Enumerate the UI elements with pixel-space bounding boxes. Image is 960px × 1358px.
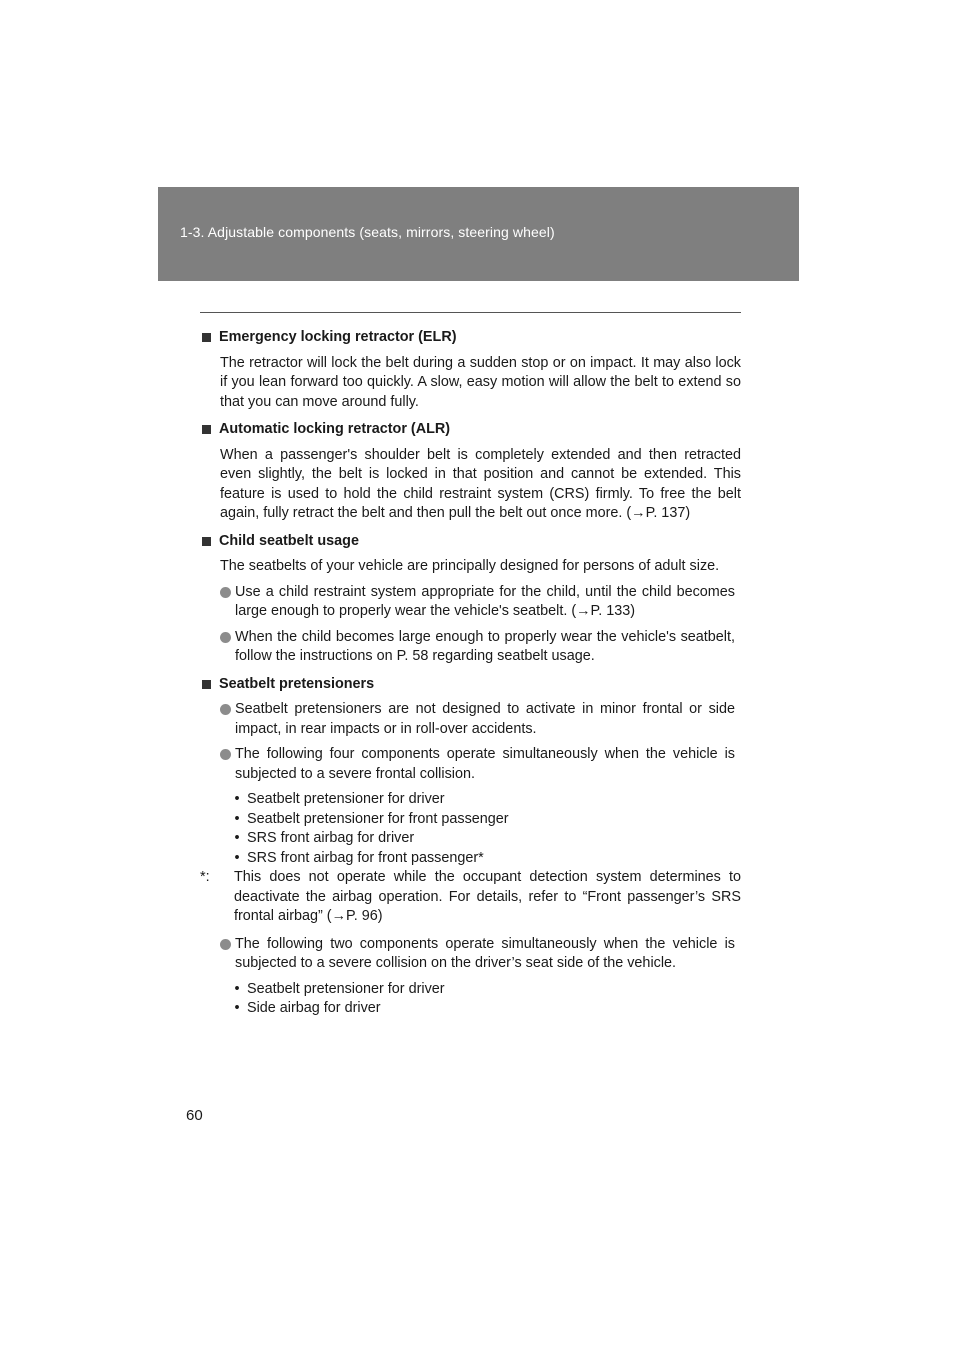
list-item [220, 935, 741, 974]
section-title [200, 420, 741, 440]
section-alr [200, 420, 741, 524]
sub-bullet-marker: • [234, 791, 240, 807]
footnote-text: This does not operate while the occupant detection system determines to deactivate the airbag operation. For details, refer to “Front passenger’s SRS frontal airbag” (→P. 96) [234, 869, 741, 924]
section-title [200, 532, 741, 552]
page-number: 60 [186, 1107, 203, 1124]
square-bullet-icon [202, 680, 211, 689]
sub-list-item [227, 980, 741, 1000]
bullet-text: When the child becomes large enough to properly wear the vehicle's seatbelt, follow the instructions on P. 58 regarding seatbelt usage. [235, 628, 735, 664]
sub-list-item [227, 810, 741, 830]
component-list [227, 980, 741, 1019]
footnote [200, 868, 741, 927]
sub-bullet-marker: • [234, 810, 240, 827]
sub-item-text: Side airbag for driver [247, 1000, 381, 1016]
section-title [200, 328, 741, 348]
sub-list-item [227, 849, 741, 869]
section-text: When a passenger's shoulder belt is completely extended and then retracted even slightly, the belt is locked in that position and cannot be extended. This feature is used to hold the child restraint system (CRS) firmly. To free the belt again, fully retract the belt and then pull the belt out once more. (→P. 137) [220, 446, 741, 521]
sub-bullet-marker: • [234, 830, 240, 846]
circle-bullet-icon [220, 587, 231, 598]
circle-bullet-icon [220, 632, 231, 643]
sub-item-text: SRS front airbag for front passenger* [247, 849, 484, 866]
page-content [200, 328, 741, 1027]
header-rule [200, 312, 741, 313]
section-header [158, 187, 799, 281]
component-list [227, 790, 741, 868]
footnote-marker: *: [200, 869, 210, 885]
bullet-text: The following four components operate simultaneously when the vehicle is subjected to a severe frontal collision. [235, 746, 735, 782]
section-text: The seatbelts of your vehicle are principally designed for persons of adult size. [220, 558, 720, 574]
sub-bullet-marker: • [234, 980, 240, 997]
bullet-text: Seatbelt pretensioners are not designed to activate in minor frontal or side impact, in rear impacts or in roll-over accidents. [235, 701, 735, 737]
sub-list-item [227, 999, 741, 1019]
sub-item-text: Seatbelt pretensioner for driver [247, 980, 445, 997]
section-title-text: Seatbelt pretensioners [219, 675, 375, 692]
square-bullet-icon [202, 537, 211, 546]
circle-bullet-icon [220, 939, 231, 950]
square-bullet-icon [202, 333, 211, 342]
sub-bullet-marker: • [234, 849, 240, 866]
section-title [200, 675, 741, 695]
section-text: The retractor will lock the belt during a sudden stop or on impact. It may also lock if you lean forward too quickly. A slow, easy motion will allow the belt to extend so that you can move around fully. [220, 354, 741, 410]
square-bullet-icon [202, 425, 211, 434]
section-pretensioners [200, 675, 741, 1019]
list-item [220, 700, 741, 739]
section-title-text: Automatic locking retractor (ALR) [219, 421, 451, 437]
circle-bullet-icon [220, 704, 231, 715]
sub-item-text: Seatbelt pretensioner for driver [247, 791, 445, 807]
circle-bullet-icon [220, 749, 231, 760]
header-title: 1-3. Adjustable components (seats, mirrors, steering wheel) [180, 224, 555, 240]
list-item [220, 628, 741, 667]
sub-list-item [227, 829, 741, 849]
section-elr [200, 328, 741, 412]
sub-item-text: SRS front airbag for driver [247, 830, 415, 846]
bullet-text: The following two components operate simultaneously when the vehicle is subjected to a severe collision on the driver’s seat side of the vehicle. [235, 935, 735, 971]
section-title-text: Child seatbelt usage [219, 532, 359, 549]
bullet-text: Use a child restraint system appropriate for the child, until the child becomes large enough to properly wear the vehicle's seatbelt. (→P. 133) [235, 583, 735, 619]
section-title-text: Emergency locking retractor (ELR) [219, 329, 457, 345]
sub-list-item [227, 790, 741, 810]
list-item [220, 583, 741, 622]
section-child-seatbelt [200, 532, 741, 667]
list-item [220, 745, 741, 784]
sub-bullet-marker: • [234, 1000, 240, 1016]
sub-item-text: Seatbelt pretensioner for front passenger [247, 810, 509, 827]
